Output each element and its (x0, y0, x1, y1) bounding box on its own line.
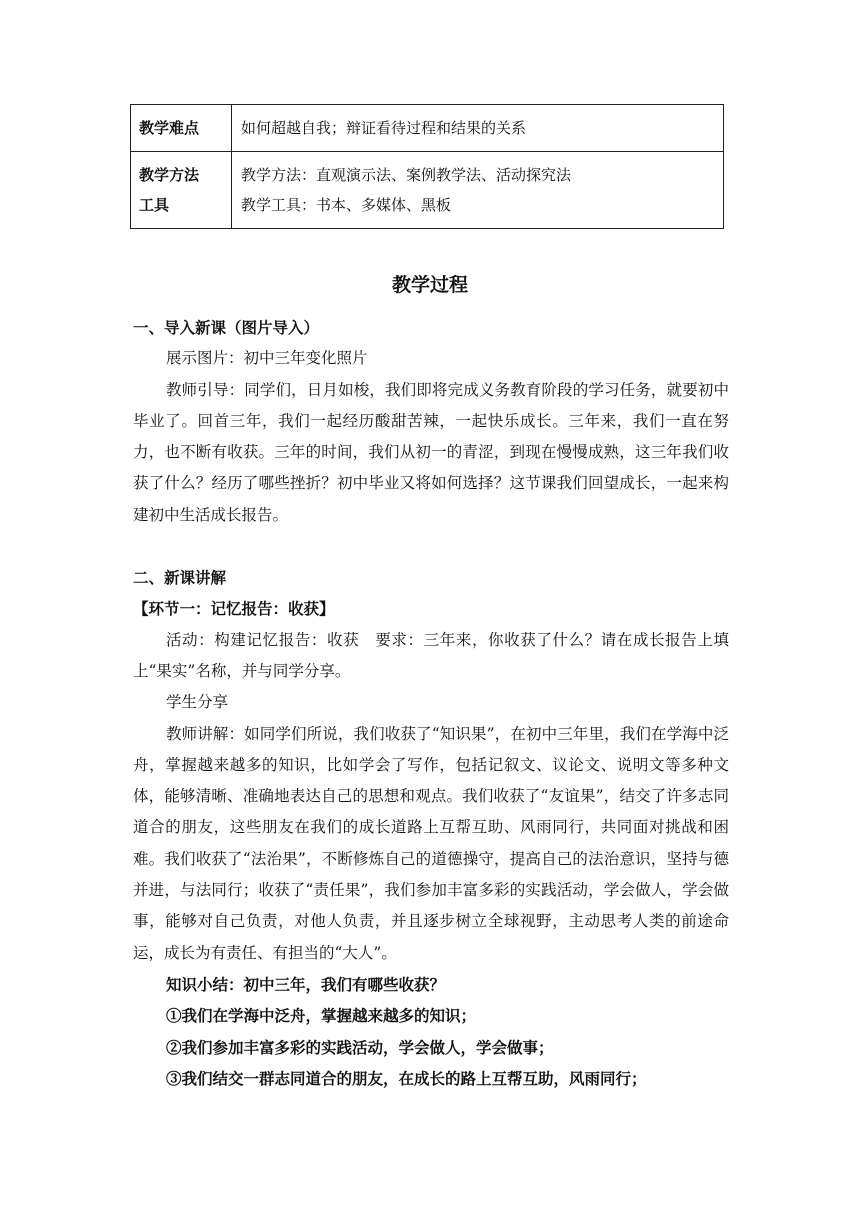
summary-item: ③我们结交一群志同道合的朋友，在成长的路上互帮互助，风雨同行； (166, 1068, 647, 1088)
row-value (232, 152, 724, 229)
paragraph: 展示图片：初中三年变化照片 (166, 349, 368, 368)
paragraph: 学生分享 (166, 693, 229, 712)
row-label-line: 教学方法 (139, 166, 200, 184)
document-body (133, 312, 729, 1094)
paragraph: 教师引导：同学们，日月如梭，我们即将完成义务教育阶段的学习任务，就要初中毕业了。回首三年，我们一起经历酸甜苦辣，一起快乐成长。三年来，我们一直在努力，也不断有收获。三年的时间，我们从初一的青涩，到现在慢慢成熟，这三年我们收获了什么？经历了哪些挫折？初中毕业又将如何选择？这节课我们回望成长，一起来构建初中生活成长报告。 (133, 380, 729, 524)
row-label: 教学难点 (131, 105, 232, 152)
section-heading: 二、新课讲解 (133, 568, 227, 588)
lesson-info-table (130, 104, 724, 229)
spacer (133, 531, 729, 562)
section-title: 教学过程 (391, 274, 468, 296)
paragraph: 教师讲解：如同学们所说，我们收获了“知识果”，在初中三年里，我们在学海中泛舟，掌握越来越多的知识，比如学会了写作，包括记叙文、议论文、说明文等多种文体，能够清晰、准确地表达自己的思想和观点。我们收获了“友谊果”，结交了许多志同道合的朋友，这些朋友在我们的成长道路上互帮互助、风雨同行，共同面对挑战和困难。我们收获了“法治果”，不断修炼自己的道德操守，提高自己的法治意识，坚持与德并进，与法同行；收获了“责任果”，我们参加丰富多彩的实践活动，学会做人，学会做事，能够对自己负责，对他人负责，并且逐步树立全球视野，主动思考人类的前途命运，成长为有责任、有担当的“大人”。 (133, 724, 729, 962)
paragraph: 活动：构建记忆报告：收获 要求：三年来，你收获了什么？请在成长报告上填上“果实”名称，并与同学分享。 (133, 630, 729, 680)
table-row (131, 152, 724, 229)
section-heading: 一、导入新课（图片导入） (133, 318, 320, 337)
row-value: 如何超越自我；辩证看待过程和结果的关系 (232, 105, 724, 152)
summary-item: ①我们在学海中泛舟，掌握越来越多的知识； (166, 1006, 477, 1026)
row-label-line: 工具 (139, 196, 170, 214)
row-value-line: 教学工具：书本、多媒体、黑板 (241, 196, 452, 214)
summary-item: ②我们参加丰富多彩的实践活动，学会做人，学会做事； (166, 1037, 554, 1057)
summary-title: 知识小结：初中三年，我们有哪些收获？ (166, 974, 446, 994)
row-label (131, 152, 232, 229)
subsection-heading: 【环节一：记忆报告：收获】 (133, 599, 335, 619)
table-row (131, 105, 724, 152)
row-value-line: 教学方法：直观演示法、案例教学法、活动探究法 (241, 166, 572, 184)
